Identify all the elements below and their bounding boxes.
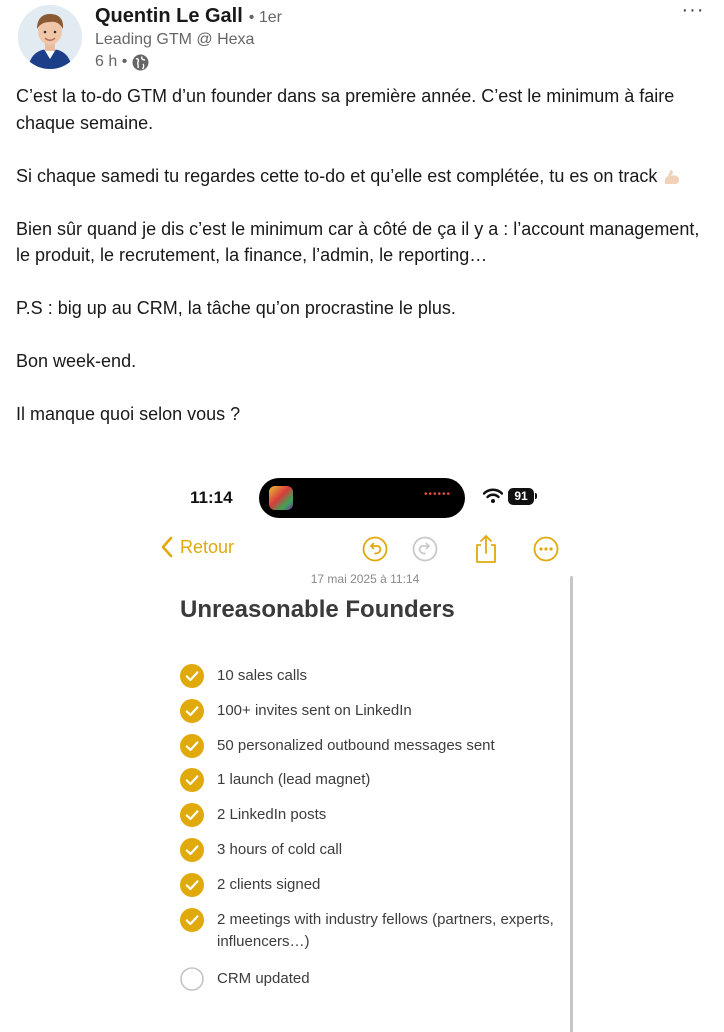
checklist-item-text[interactable]: 2 LinkedIn posts xyxy=(217,806,327,824)
checked-circle-icon[interactable] xyxy=(180,838,204,862)
connection-degree: • 1er xyxy=(248,9,282,26)
app-icon xyxy=(269,486,293,510)
more-circle-icon[interactable] xyxy=(533,536,559,562)
checklist-item-text[interactable]: 1 launch (lead magnet) xyxy=(217,771,371,789)
checklist-item[interactable] xyxy=(180,873,560,908)
post-paragraph: Bien sûr quand je dis c’est le minimum car à côté de ça il y a : l’account management, le produit, le recrutement, la finance, l’admin, le reporting… xyxy=(16,218,700,265)
post-paragraph: C’est la to-do GTM d’un founder dans sa première année. C’est le minimum à faire chaque semaine. xyxy=(16,86,675,133)
checked-circle-icon[interactable] xyxy=(180,803,204,827)
post-paragraph-text: Si chaque samedi tu regardes cette to-do et qu’elle est complétée, tu es on track xyxy=(16,165,658,186)
post-paragraph xyxy=(16,163,716,190)
checklist-item[interactable] xyxy=(180,699,560,734)
unchecked-circle-icon[interactable] xyxy=(180,967,204,991)
battery-tip xyxy=(535,493,537,499)
author-headline: Leading GTM @ Hexa xyxy=(95,31,255,48)
checked-circle-icon[interactable] xyxy=(180,734,204,758)
scrollbar[interactable] xyxy=(570,576,573,1032)
note-date: 17 mai 2025 à 11:14 xyxy=(310,572,420,586)
author-name[interactable]: Quentin Le Gall xyxy=(95,5,243,27)
post-meta xyxy=(95,53,282,71)
post-time: 6 h • xyxy=(95,53,128,70)
checklist-item[interactable] xyxy=(180,734,560,769)
post-paragraph: Bon week-end. xyxy=(16,351,137,371)
checklist-item[interactable] xyxy=(180,967,560,1002)
post-paragraph: P.S : big up au CRM, la tâche qu’on procrastine le plus. xyxy=(16,298,456,318)
checked-circle-icon[interactable] xyxy=(180,699,204,723)
post-paragraph: Il manque quoi selon vous ? xyxy=(16,404,241,424)
post-body xyxy=(16,83,716,428)
checklist xyxy=(180,664,560,1001)
checklist-item-text[interactable]: 2 meetings with industry fellows (partners, experts, influencers…) xyxy=(217,910,554,950)
checked-circle-icon[interactable] xyxy=(180,873,204,897)
checklist-item[interactable] xyxy=(180,803,560,838)
audio-wave-icon: •••••• xyxy=(423,489,451,500)
checklist-item-text[interactable]: 10 sales calls xyxy=(217,667,308,684)
checked-circle-icon[interactable] xyxy=(180,664,204,688)
checklist-item-text[interactable]: 3 hours of cold call xyxy=(217,840,343,858)
redo-icon[interactable] xyxy=(412,536,438,562)
post-image[interactable] xyxy=(150,472,580,1032)
dynamic-island xyxy=(259,478,465,518)
checklist-item-text[interactable]: 100+ invites sent on LinkedIn xyxy=(217,701,412,719)
status-time: 11:14 xyxy=(190,488,233,507)
checklist-item-text[interactable]: CRM updated xyxy=(217,969,310,987)
checked-circle-icon[interactable] xyxy=(180,908,204,932)
undo-icon[interactable] xyxy=(362,536,388,562)
globe-icon xyxy=(132,54,149,71)
post-header xyxy=(18,0,708,73)
flexed-biceps-icon xyxy=(662,167,682,187)
checklist-item-text[interactable]: 50 personalized outbound messages sent xyxy=(217,736,495,754)
note-title[interactable]: Unreasonable Founders xyxy=(180,596,455,623)
checklist-item[interactable] xyxy=(180,908,560,967)
chevron-left-icon xyxy=(160,536,174,558)
back-label: Retour xyxy=(180,536,235,557)
checklist-item[interactable] xyxy=(180,768,560,803)
checked-circle-icon[interactable] xyxy=(180,768,204,792)
back-button[interactable] xyxy=(160,536,234,558)
more-options-button[interactable]: ··· xyxy=(681,0,705,21)
checklist-item-text[interactable]: 2 clients signed xyxy=(217,875,321,893)
checklist-item[interactable] xyxy=(180,838,560,873)
avatar[interactable] xyxy=(18,5,82,69)
wifi-icon xyxy=(483,488,503,504)
checklist-item[interactable] xyxy=(180,664,560,699)
share-icon[interactable] xyxy=(473,534,499,560)
battery-level: 91 xyxy=(508,488,534,505)
